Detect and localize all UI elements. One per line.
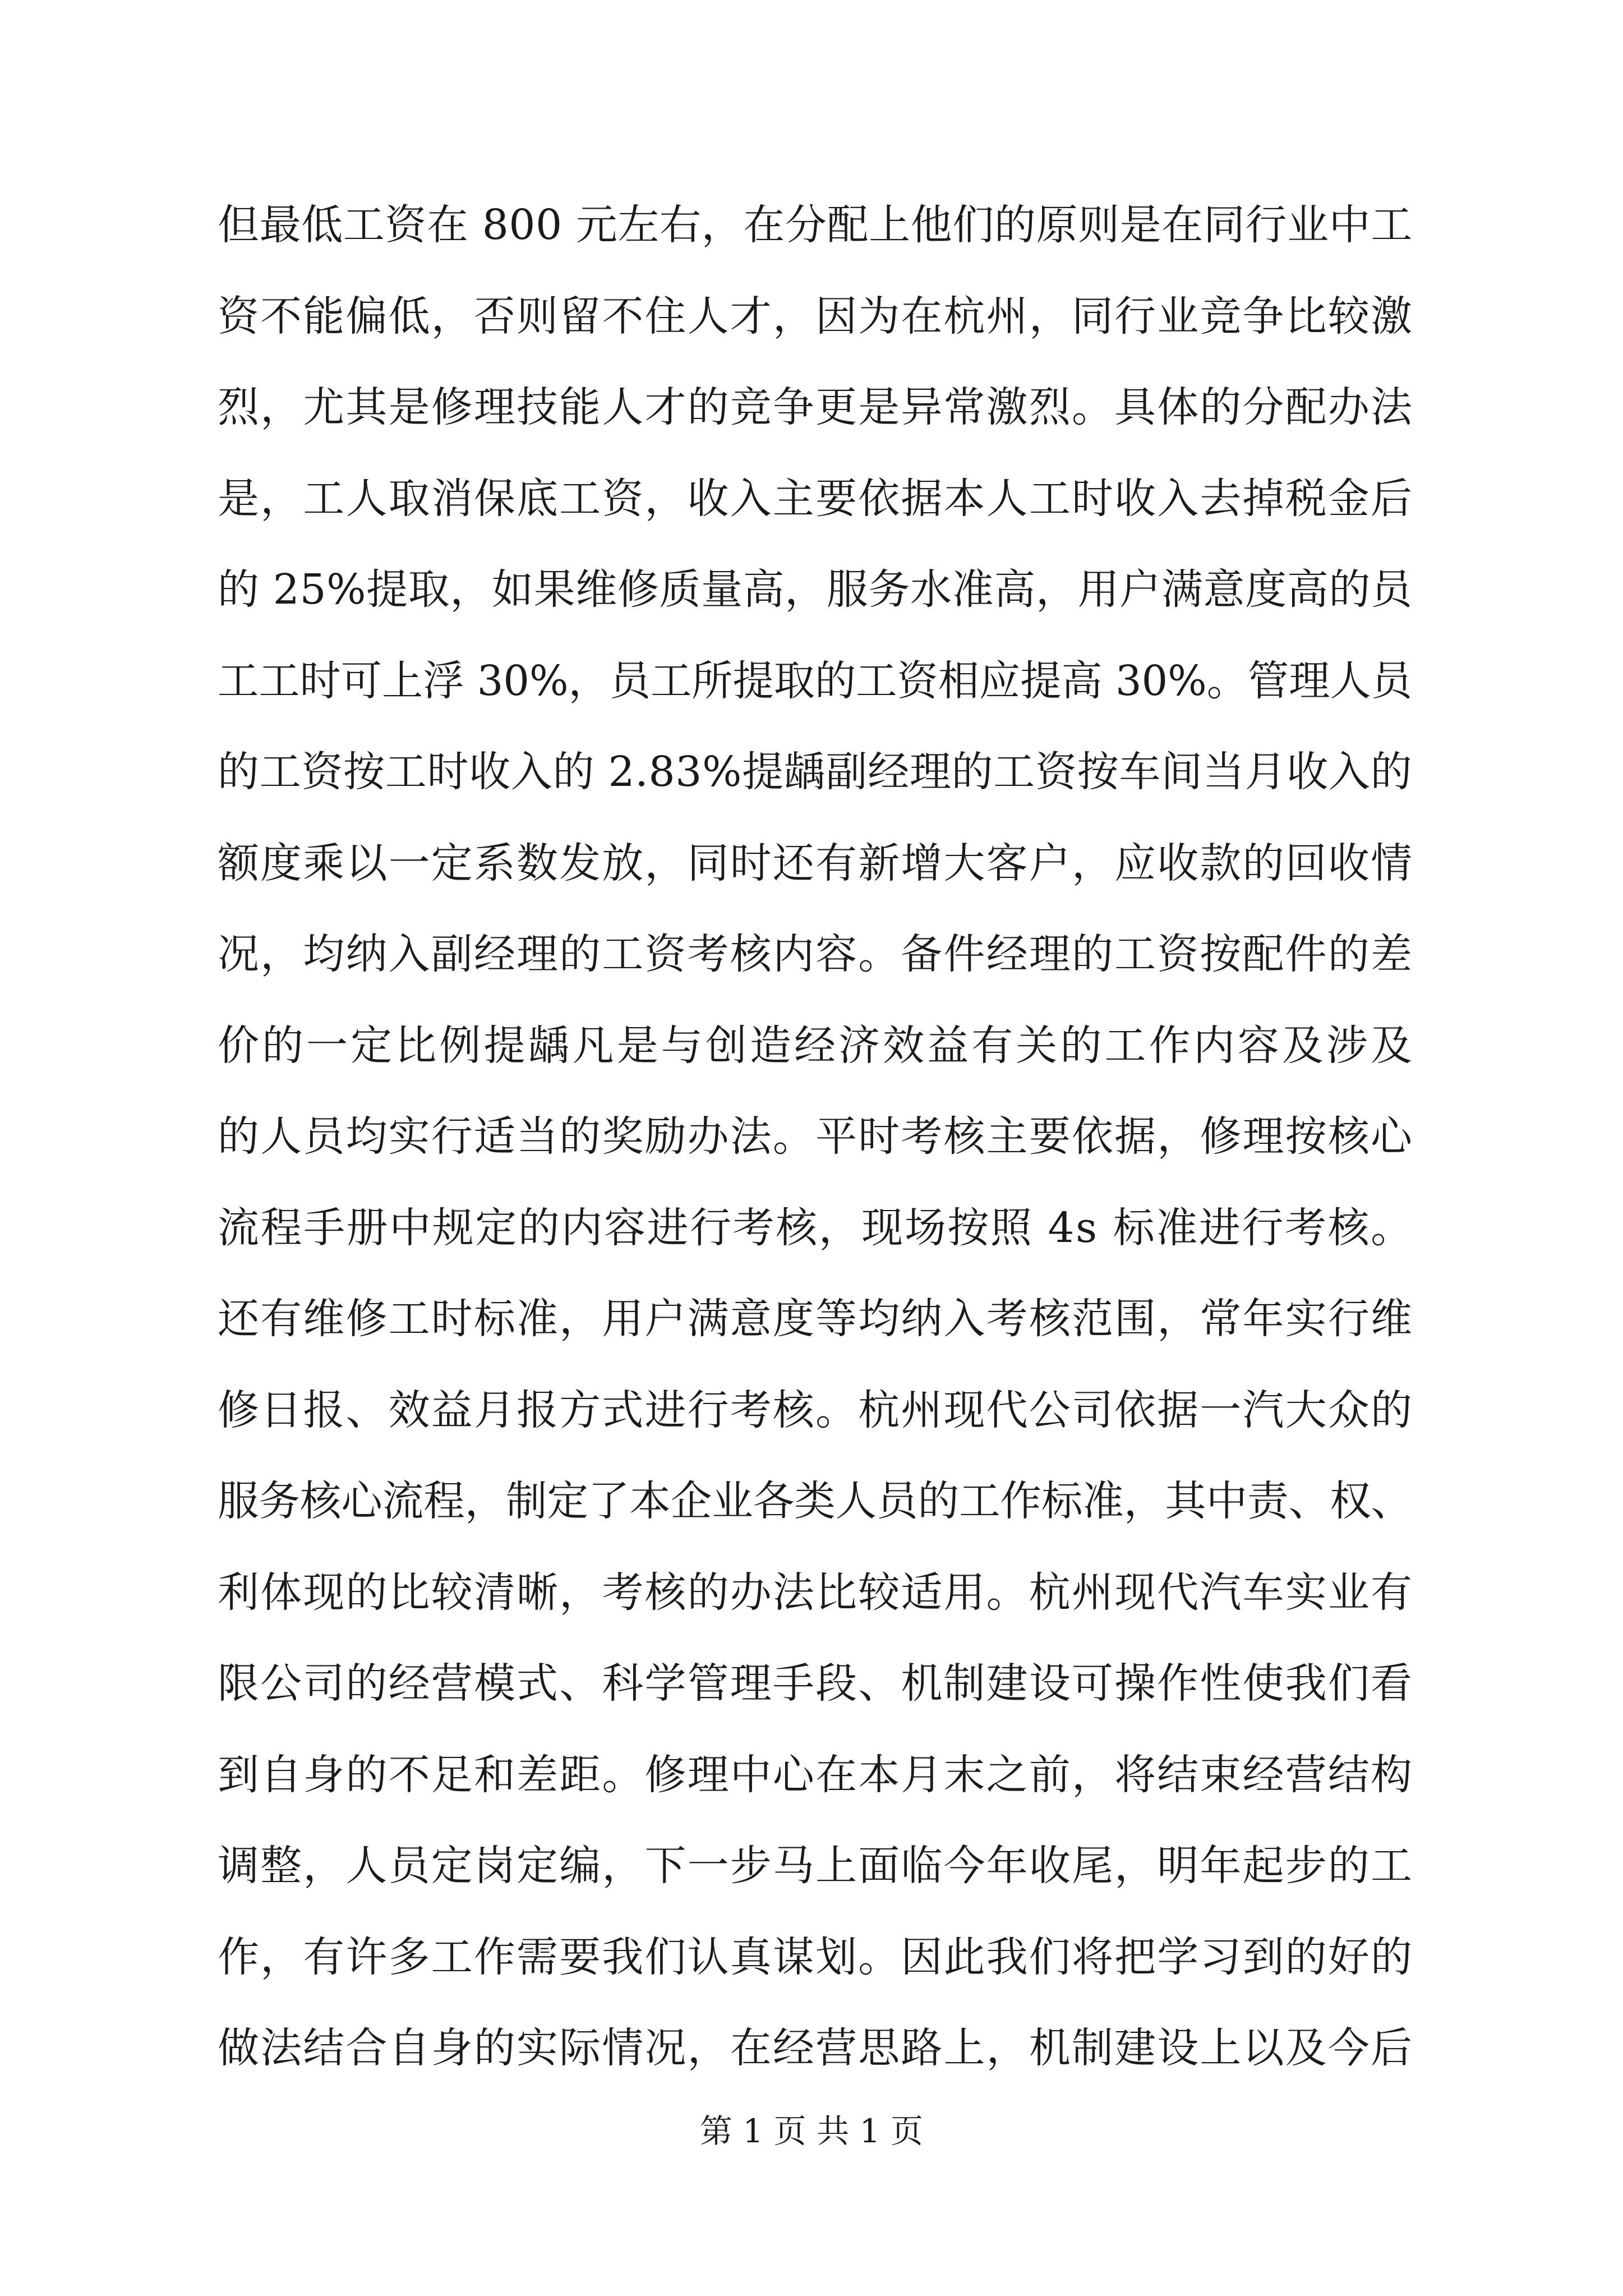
text-line: 作，有许多工作需要我们认真谋划。因此我们将把学习到的好的 <box>218 1932 1414 1981</box>
text-line: 调整，人员定岗定编，下一步马上面临今年收尾，明年起步的工 <box>218 1842 1414 1890</box>
text-line: 额度乘以一定系数发放，同时还有新增大客户，应收款的回收情 <box>218 839 1414 887</box>
text-line: 但最低工资在 800 元左右，在分配上他们的原则是在同行业中工 <box>218 201 1413 249</box>
text-line: 到自身的不足和差距。修理中心在本月末之前，将结束经营结构 <box>218 1750 1414 1799</box>
text-line: 的工资按工时收入的 2.83%提龋副经理的工资按车间当月收入的 <box>218 748 1413 796</box>
text-line: 资不能偏低，否则留不住人才，因为在杭州，同行业竞争比较激 <box>218 292 1414 341</box>
text-line: 是，工人取消保底工资，收入主要依据本人工时收入去掉税金后 <box>218 474 1414 523</box>
text-line: 价的一定比例提龋凡是与创造经济效益有关的工作内容及涉及 <box>218 1021 1415 1070</box>
text-line: 的人员均实行适当的奖励办法。平时考核主要依据，修理按核心 <box>218 1112 1414 1161</box>
text-line: 流程手册中规定的内容进行考核，现场按照 4s 标准进行考核。 <box>218 1203 1414 1252</box>
text-line: 利体现的比较清晰，考核的办法比较适用。杭州现代汽车实业有 <box>218 1568 1414 1617</box>
page-footer: 第 1 页 共 1 页 <box>700 2112 923 2150</box>
text-line: 烈，尤其是修理技能人才的竞争更是异常激烈。具体的分配办法 <box>218 383 1414 431</box>
text-line: 况，均纳入副经理的工资考核内容。备件经理的工资按配件的差 <box>218 930 1414 978</box>
text-line: 做法结合自身的实际情况，在经营思路上，机制建设上以及今后 <box>218 2024 1414 2072</box>
text-line: 服务核心流程，制定了本企业各类人员的工作标准，其中责、权、 <box>218 1477 1412 1525</box>
text-line: 修日报、效益月报方式进行考核。杭州现代公司依据一汽大众的 <box>218 1386 1414 1434</box>
text-line: 限公司的经营模式、科学管理手段、机制建设可操作性使我们看 <box>218 1659 1414 1708</box>
text-line: 的 25%提取，如果维修质量高，服务水准高，用户满意度高的员 <box>218 565 1413 614</box>
text-line: 工工时可上浮 30%，员工所提取的工资相应提高 30%。管理人员 <box>218 656 1412 705</box>
text-line: 还有维修工时标准，用户满意度等均纳入考核范围，常年实行维 <box>218 1295 1414 1343</box>
